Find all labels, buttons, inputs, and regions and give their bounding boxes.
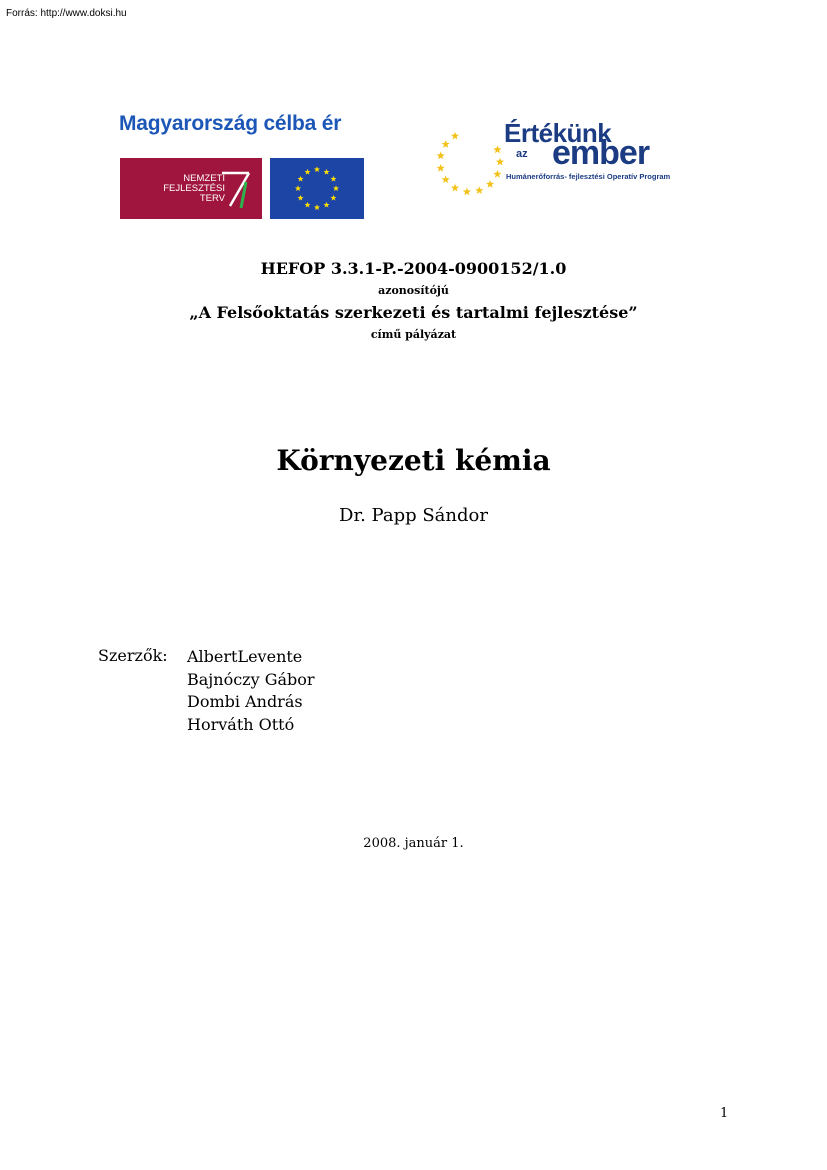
nemzeti-fejlesztesi-terv-logo bbox=[120, 158, 262, 219]
author-item: Dombi András bbox=[187, 692, 303, 711]
arc-star bbox=[475, 186, 483, 194]
ertekunk-az-ember-logo bbox=[434, 118, 679, 202]
id-label: azonosítójú bbox=[378, 284, 449, 297]
eu-star bbox=[324, 202, 330, 208]
magyarorszag-celba-er-logo bbox=[119, 112, 365, 220]
nft-line: NEMZETI bbox=[183, 173, 225, 184]
arc-star bbox=[451, 132, 459, 140]
arc-star bbox=[463, 188, 471, 196]
nft-line: FEJLESZTÉSI bbox=[163, 183, 225, 194]
eu-star bbox=[298, 176, 304, 182]
eu-star bbox=[305, 202, 311, 208]
arc-star bbox=[442, 140, 450, 148]
authors-label: Szerzők: bbox=[98, 646, 168, 665]
arc-star bbox=[493, 170, 501, 178]
tender-label: című pályázat bbox=[370, 328, 457, 341]
eu-star bbox=[324, 169, 330, 175]
authors-list bbox=[187, 646, 315, 736]
arc-star bbox=[493, 146, 501, 154]
nft-line: TERV bbox=[199, 193, 225, 204]
eu-stars-icon bbox=[270, 158, 364, 219]
project-title: „A Felsőoktatás szerkezeti és tartalmi fejlesztése” bbox=[189, 303, 638, 322]
logo-subtitle: Humánerőforrás- fejlesztési Operatív Program bbox=[506, 172, 671, 181]
author-item: Horváth Ottó bbox=[187, 714, 295, 734]
eu-star bbox=[333, 185, 339, 191]
author-item: Bajnóczy Gábor bbox=[187, 669, 315, 689]
document-author: Dr. Papp Sándor bbox=[339, 505, 488, 526]
document-date: 2008. január 1. bbox=[363, 836, 464, 851]
eu-star bbox=[330, 176, 336, 182]
eu-star bbox=[298, 195, 304, 201]
eu-star bbox=[314, 166, 320, 172]
logo-word-ember: ember bbox=[552, 134, 650, 172]
eu-flag bbox=[270, 158, 364, 219]
logo-word-ertekunk: Értékünk bbox=[504, 118, 612, 148]
arc-star bbox=[437, 164, 445, 172]
author-item: AlbertLevente bbox=[187, 647, 303, 666]
project-code: HEFOP 3.3.1-P.-2004-0900152/1.0 bbox=[260, 259, 567, 278]
eu-star bbox=[330, 195, 336, 201]
arc-star bbox=[437, 152, 445, 160]
star-arc-icon bbox=[434, 122, 506, 202]
page-number: 1 bbox=[720, 1106, 729, 1121]
eu-star bbox=[295, 185, 301, 191]
arc-star bbox=[496, 158, 504, 166]
document-title: Környezeti kémia bbox=[276, 444, 551, 477]
eu-star bbox=[305, 169, 311, 175]
arc-star bbox=[442, 175, 450, 183]
arc-star bbox=[451, 184, 459, 192]
source-line: Forrás: http://www.doksi.hu bbox=[6, 8, 127, 19]
arc-star bbox=[486, 180, 494, 188]
logo-word-az: az bbox=[516, 148, 528, 160]
logo-slogan: Magyarország célba ér bbox=[119, 112, 342, 135]
eu-star bbox=[314, 204, 320, 210]
nft-arrow-icon bbox=[120, 158, 262, 219]
